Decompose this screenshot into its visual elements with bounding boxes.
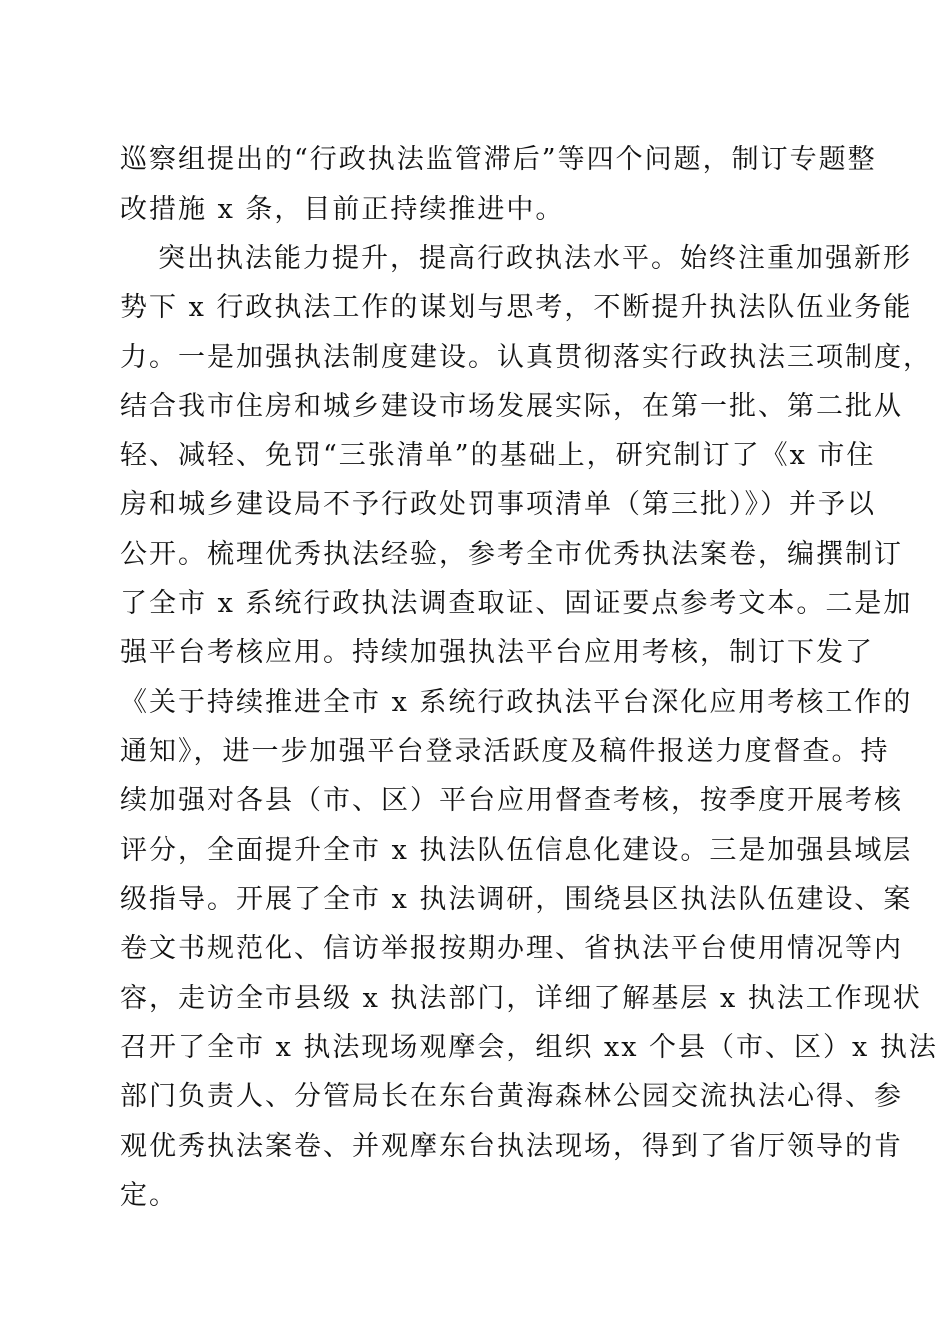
- text-line-8: 房和城乡建设局不予行政处罚事项清单（第三批）》）并予以: [120, 489, 876, 520]
- text-line-18: 容，走访全市县级 x 执法部门，详细了解基层 x 执法工作现状: [120, 983, 922, 1014]
- text-line-2: 改措施 x 条，目前正持续推进中。: [120, 194, 565, 225]
- text-line-7: 轻、减轻、免罚“三张清单”的基础上，研究制订了《x 市住: [120, 440, 876, 471]
- text-line-6: 结合我市住房和城乡建设市场发展实际，在第一批、第二批从: [120, 391, 903, 422]
- text-line-21: 观优秀执法案卷、并观摩东台执法现场，得到了省厅领导的肯: [120, 1131, 903, 1162]
- text-line-20: 部门负责人、分管局长在东台黄海森林公园交流执法心得、参: [120, 1081, 903, 1112]
- text-line-4: 势下 x 行政执法工作的谋划与思考，不断提升执法队伍业务能: [120, 292, 913, 323]
- paragraph-start-line: 突出执法能力提升，提高行政执法水平。始终注重加强新形: [158, 243, 912, 274]
- text-line-16: 级指导。开展了全市 x 执法调研，围绕县区执法队伍建设、案: [120, 884, 913, 915]
- text-line-5: 力。一是加强执法制度建设。认真贯彻落实行政执法三项制度，: [120, 342, 932, 373]
- text-line-17: 卷文书规范化、信访举报按期办理、省执法平台使用情况等内: [120, 933, 903, 964]
- text-line-14: 续加强对各县（市、区）平台应用督查考核，按季度开展考核: [120, 785, 903, 816]
- text-line-12: 《关于持续推进全市 x 系统行政执法平台深化应用考核工作的: [120, 687, 913, 718]
- text-line-10: 了全市 x 系统行政执法调查取证、固证要点参考文本。二是加: [120, 588, 913, 619]
- text-line-1: 巡察组提出的“行政执法监管滞后”等四个问题，制订专题整: [120, 144, 877, 175]
- text-line-22: 定。: [120, 1180, 178, 1211]
- text-line-15: 评分，全面提升全市 x 执法队伍信息化建设。三是加强县域层: [120, 835, 913, 866]
- text-line-9: 公开。梳理优秀执法经验，参考全市优秀执法案卷，编撰制订: [120, 539, 903, 570]
- text-line-11: 强平台考核应用。持续加强执法平台应用考核，制订下发了: [120, 637, 874, 668]
- text-line-19: 召开了全市 x 执法现场观摩会，组织 xx 个县（市、区）x 执法: [120, 1032, 938, 1063]
- text-line-13: 通知》，进一步加强平台登录活跃度及稿件报送力度督查。持: [120, 736, 890, 767]
